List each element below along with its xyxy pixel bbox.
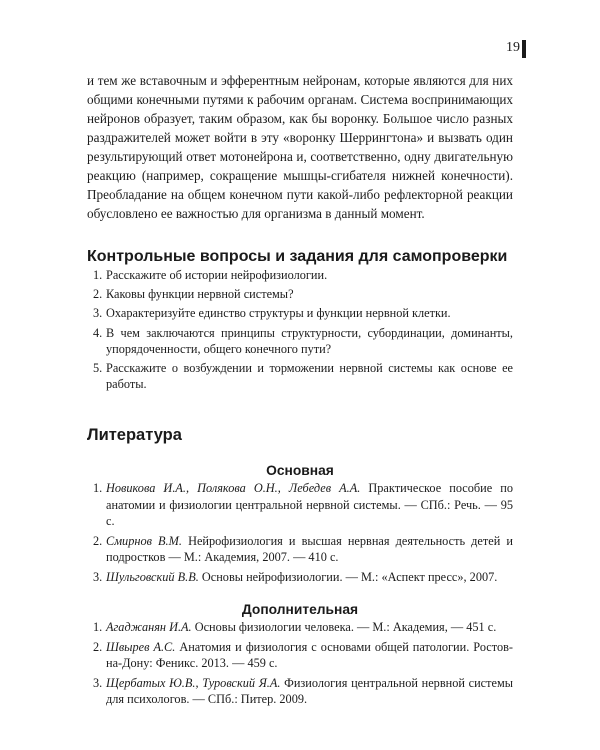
question-text: Каковы функции нервной системы? xyxy=(106,287,294,302)
reference-item xyxy=(87,675,513,707)
reference-text: Основы нейрофизиологии. — М.: «Аспект пресс», 2007. xyxy=(198,570,498,585)
reference-authors: Швырев А.С. xyxy=(106,639,176,654)
reference-number: 2. xyxy=(93,534,103,549)
reference-item xyxy=(87,533,513,565)
reference-number: 2. xyxy=(93,639,103,654)
reference-text: Нейрофизиология и высшая нервная деятельность детей и подростков — М.: Академия, 2007. — 410 с. xyxy=(106,534,513,565)
main-literature-heading: Основная xyxy=(266,463,334,479)
reference-authors: Агаджанян И.А. xyxy=(106,619,192,634)
intro-paragraph: и тем же вставочным и эфферентным нейронам, которые являются для них общими конечными путями к рабочим органам. Система воспринимающих нейронов образует, таким образом, как бы воронку. Большое число разных раздражителей может войти в эту «воронку Шеррингтона» и вызвать один результирующий ответ мотонейрона и, соответственно, одну двигательную реакцию (например, сокращение мышцы-сгибателя нижней конечности). Преобладание на общем конечном пути какой-либо рефлекторной реакции обусловлено ее важностью для организма в данный момент. xyxy=(87,73,513,221)
question-text: В чем заключаются принципы структурности, субординации, доминанты, упорядоченности, общего конечного пути? xyxy=(106,325,513,356)
reference-text: Основы физиологии человека. — М.: Академия, — 451 с. xyxy=(191,619,497,634)
page-number-bar xyxy=(522,40,526,58)
page-content xyxy=(87,71,513,712)
reference-item xyxy=(87,639,513,671)
question-item xyxy=(87,360,513,392)
questions-heading: Контрольные вопросы и задания для самопроверки xyxy=(87,248,508,265)
reference-item xyxy=(87,480,513,529)
reference-item xyxy=(87,569,513,585)
main-literature-list xyxy=(87,480,513,585)
reference-text: Практическое пособие по анатомии и физиологии центральной нервной системы. — СПб.: Речь. — 95 с. xyxy=(106,481,513,528)
question-item xyxy=(87,305,513,321)
reference-number: 1. xyxy=(93,619,103,634)
reference-text: Физиология центральной нервной системы для психологов. — СПб.: Питер. 2009. xyxy=(106,676,513,707)
question-text: Расскажите о возбуждении и торможении нервной системы как основе ее работы. xyxy=(106,361,513,392)
question-number: 4. xyxy=(93,325,103,340)
reference-authors: Новикова И.А., Полякова О.Н., Лебедев А.А. xyxy=(106,481,361,496)
question-text: Расскажите об истории нейрофизиологии. xyxy=(106,268,328,282)
question-number: 1. xyxy=(93,268,103,282)
reference-text: Анатомия и физиология с основами общей патологии. Ростов-на-Дону: Феникс. 2013. — 459 с. xyxy=(106,639,514,671)
question-number: 5. xyxy=(93,361,103,376)
additional-literature-list xyxy=(87,619,513,708)
question-number: 3. xyxy=(93,306,103,321)
reference-authors: Щербатых Ю.В., Туровский Я.А. xyxy=(106,676,281,691)
reference-number: 3. xyxy=(93,676,103,691)
question-text: Охарактеризуйте единство структуры и функции нервной клетки. xyxy=(106,306,451,321)
question-item xyxy=(87,286,513,302)
reference-item xyxy=(87,619,513,635)
question-number: 2. xyxy=(93,287,103,302)
question-item xyxy=(87,325,513,357)
question-item xyxy=(87,267,513,283)
reference-authors: Смирнов В.М. xyxy=(106,534,182,549)
literature-heading: Литература xyxy=(87,426,182,445)
reference-number: 3. xyxy=(93,570,103,585)
additional-literature-heading: Дополнительная xyxy=(241,601,359,617)
questions-list xyxy=(87,267,513,392)
reference-authors: Шульговский В.В. xyxy=(106,570,199,585)
page-number: 19 xyxy=(506,40,520,55)
reference-number: 1. xyxy=(93,481,103,496)
